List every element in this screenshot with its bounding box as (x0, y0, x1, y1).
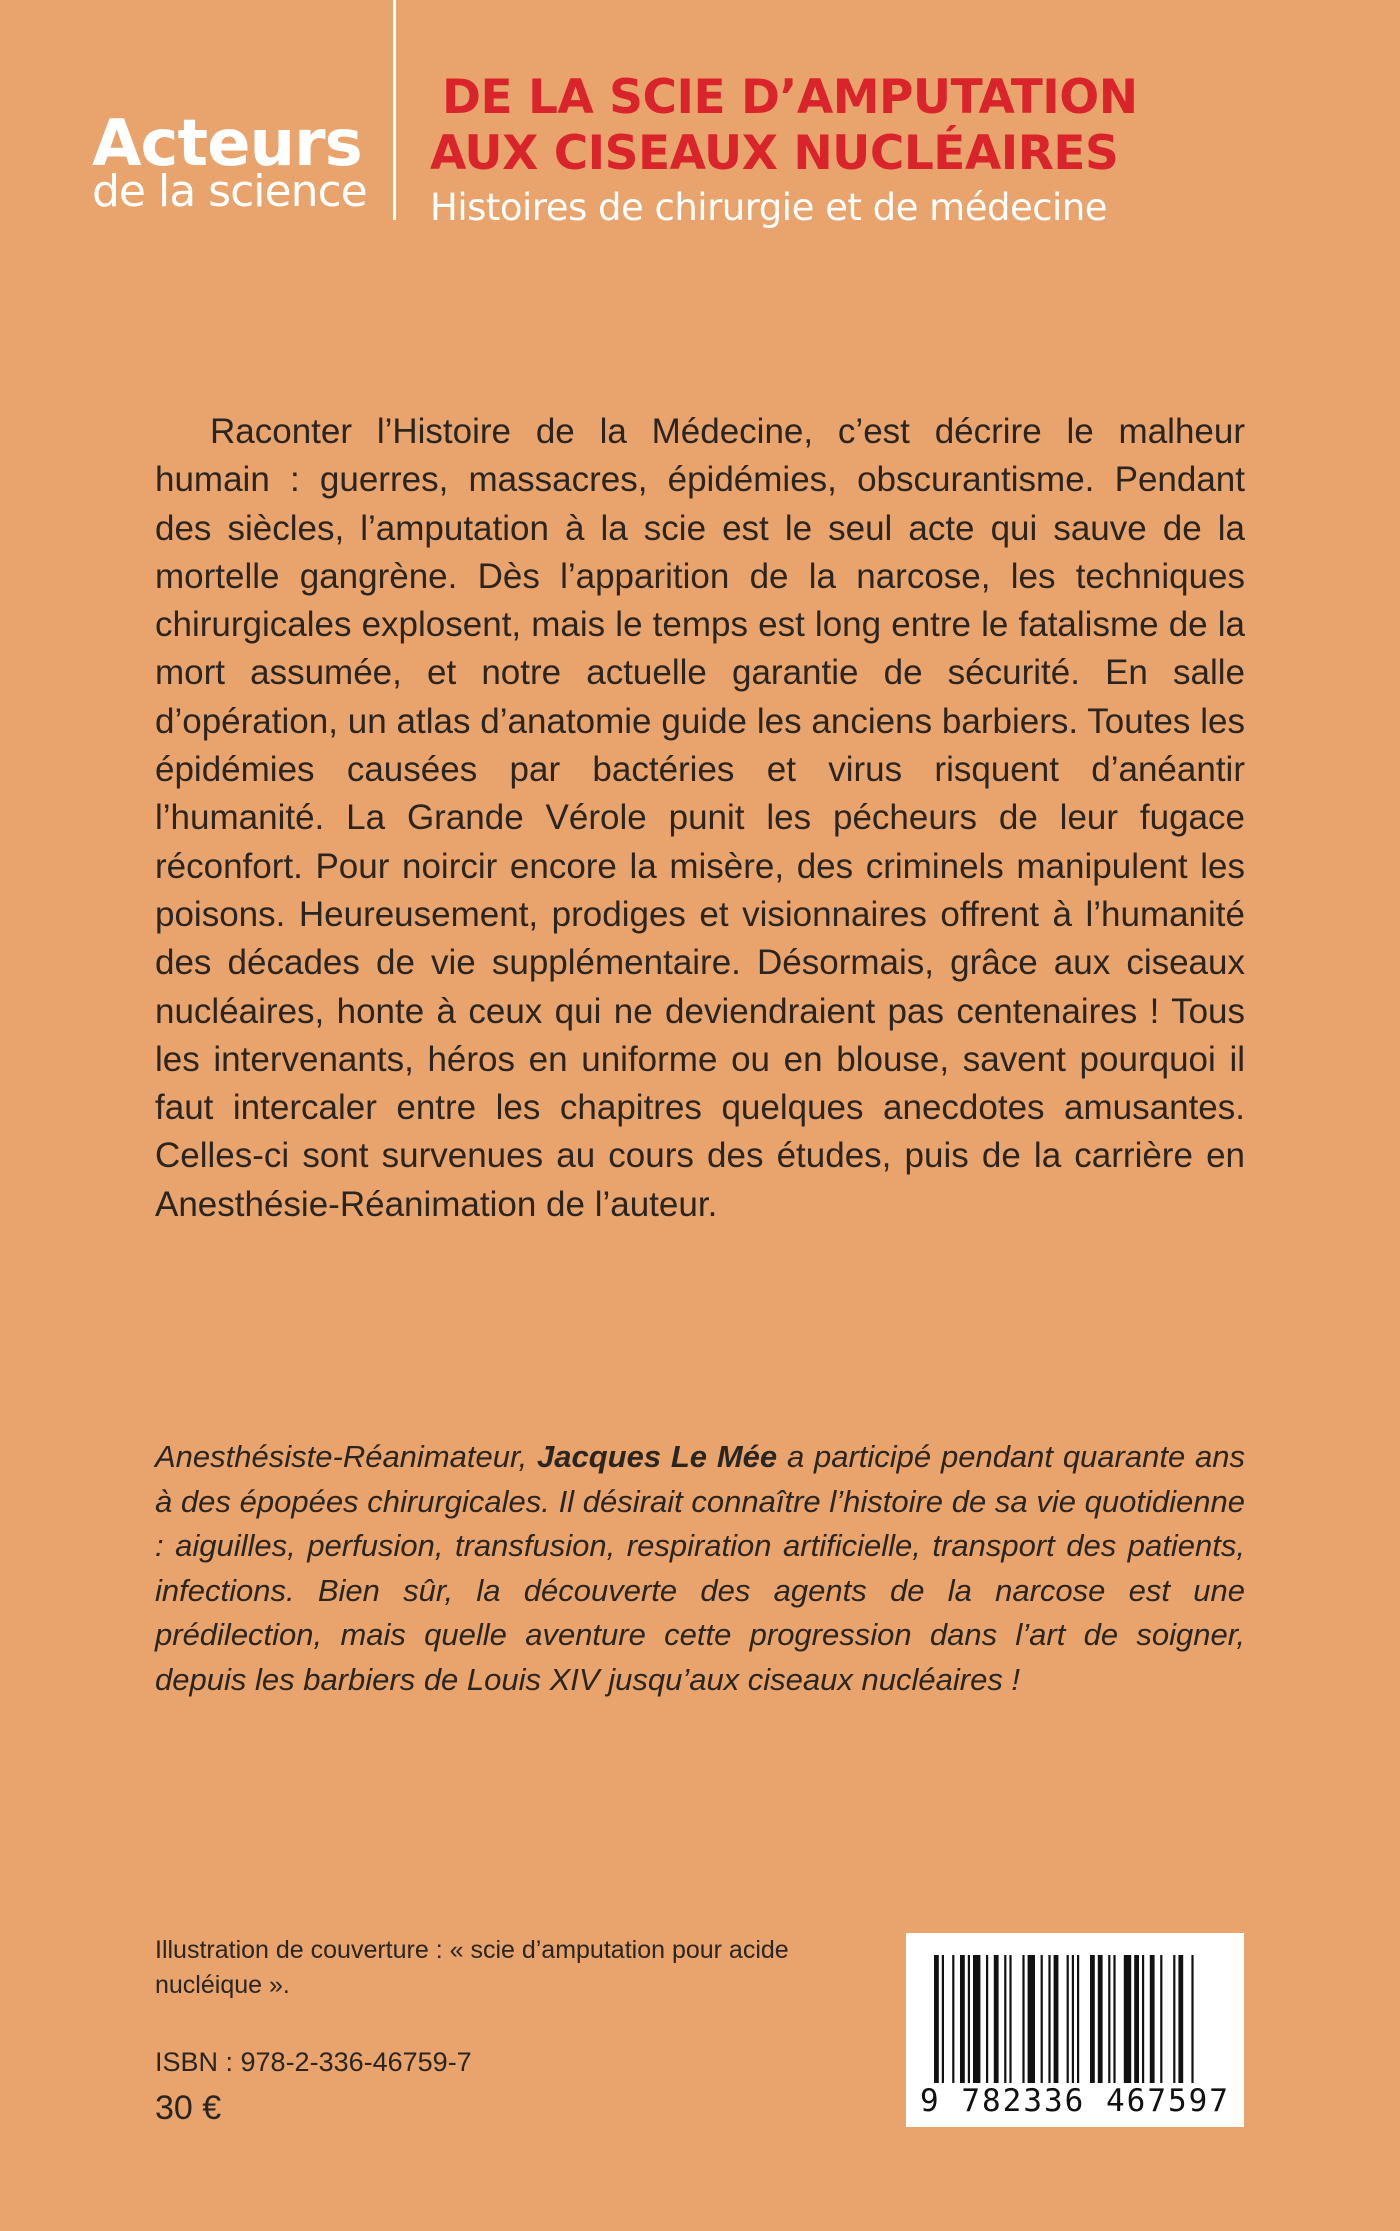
barcode-bar (1041, 1955, 1043, 2083)
barcode-bar (994, 1955, 999, 2083)
barcode-bar (1072, 1955, 1074, 2083)
barcode-bar (1108, 1955, 1110, 2083)
barcode-bar (1077, 1955, 1079, 2083)
barcode-bar (1173, 1955, 1175, 2083)
series-logo (92, 107, 367, 217)
barcode-bar (942, 1955, 944, 2083)
barcode-bar (1009, 1955, 1011, 2083)
barcode-bar (973, 1955, 980, 2083)
author-bio-text: a participé pendant quarante ans à des épopées chirurgicales. Il désirait connaître l’histoire de sa vie quotidienne : aiguilles, perfusion, transfusion, respiration artificielle, transport des patients, infections. Bien sûr, la découverte des agents de la narcose est une prédilection, mais quelle aventure cette progression dans l’art de soigner, depuis les barbiers de Louis XIV jusqu’aux ciseaux nucléaires ! (155, 1439, 1245, 1697)
book-title-block (430, 70, 1138, 230)
book-summary: Raconter l’Histoire de la Médecine, c’est décrire le malheur humain : guerres, massacres, épidémies, obscurantisme. Pendant des siècles, l’amputation à la scie est le seul acte qui sauve de la mortelle gangrène. Dès l’apparition de la narcose, les techniques chirurgicales explosent, mais le temps est long entre le fatalisme de la mort assumée, et notre actuelle garantie de sécurité. En salle d’opération, un atlas d’anatomie guide les anciens barbiers. Toutes les épidémies causées par bactéries et virus risquent d’anéantir l’humanité. La Grande Vérole punit les pécheurs de leur fugace réconfort. Pour noircir encore la misère, des criminels manipulent les poisons. Heureusement, prodiges et visionnaires offrent à l’humanité des décades de vie supplémentaire. Désormais, grâce aux ciseaux nucléaires, honte à ceux qui ne deviendraient pas centenaires ! Tous les intervenants, héros en uniforme ou en blouse, savent pourquoi il faut intercaler entre les chapitres quelques anecdotes amusantes. Celles-ci sont survenues au cours des études, puis de la carrière en Anesthésie-Réanimation de l’auteur. (155, 412, 1245, 1224)
barcode-bar (952, 1955, 954, 2083)
barcode-bar (934, 1955, 939, 2083)
cover-illustration-credit: Illustration de couverture : « scie d’amputation pour acide nucléique ». (155, 1936, 789, 1999)
author-name: Jacques Le Mée (537, 1439, 778, 1474)
barcode-bar (1004, 1955, 1006, 2083)
barcode-bar (1090, 1955, 1095, 2083)
barcode-bar (1134, 1955, 1139, 2083)
barcode-bar (1113, 1955, 1115, 2083)
barcode-bar (1098, 1955, 1103, 2083)
book-title-line-1: DE LA SCIE D’AMPUTATION (442, 70, 1138, 125)
barcode-bar (1028, 1955, 1035, 2083)
barcode-bar (1178, 1955, 1183, 2083)
barcode-bar (1150, 1955, 1155, 2083)
barcode-bar (1067, 1955, 1069, 2083)
barcode-bar (1054, 1955, 1059, 2083)
barcode-bar (960, 1955, 965, 2083)
barcode-bar (1124, 1955, 1131, 2083)
isbn: ISBN : 978-2-336-46759-7 (155, 2047, 472, 2077)
book-subtitle: Histoires de chirurgie et de médecine (430, 186, 1108, 229)
barcode (906, 1933, 1244, 2127)
series-name: Acteurs (92, 107, 362, 181)
logo-divider (393, 0, 396, 220)
barcode-bar (1191, 1955, 1193, 2083)
price: 30 € (155, 2089, 222, 2127)
series-tagline: de la science (92, 166, 367, 217)
book-title-line-2: AUX CISEAUX NUCLÉAIRES (430, 126, 1119, 181)
barcode-bar (1160, 1955, 1162, 2083)
author-bio-intro: Anesthésiste-Réanimateur, (155, 1439, 537, 1474)
author-bio (155, 1435, 1245, 1702)
barcode-bar (986, 1955, 988, 2083)
barcode-bar (1142, 1955, 1144, 2083)
barcode-bar (1022, 1955, 1024, 2083)
barcode-bar (1048, 1955, 1050, 2083)
barcode-digits: 9 782336 467597 (920, 2083, 1230, 2119)
barcode-bar (968, 1955, 970, 2083)
